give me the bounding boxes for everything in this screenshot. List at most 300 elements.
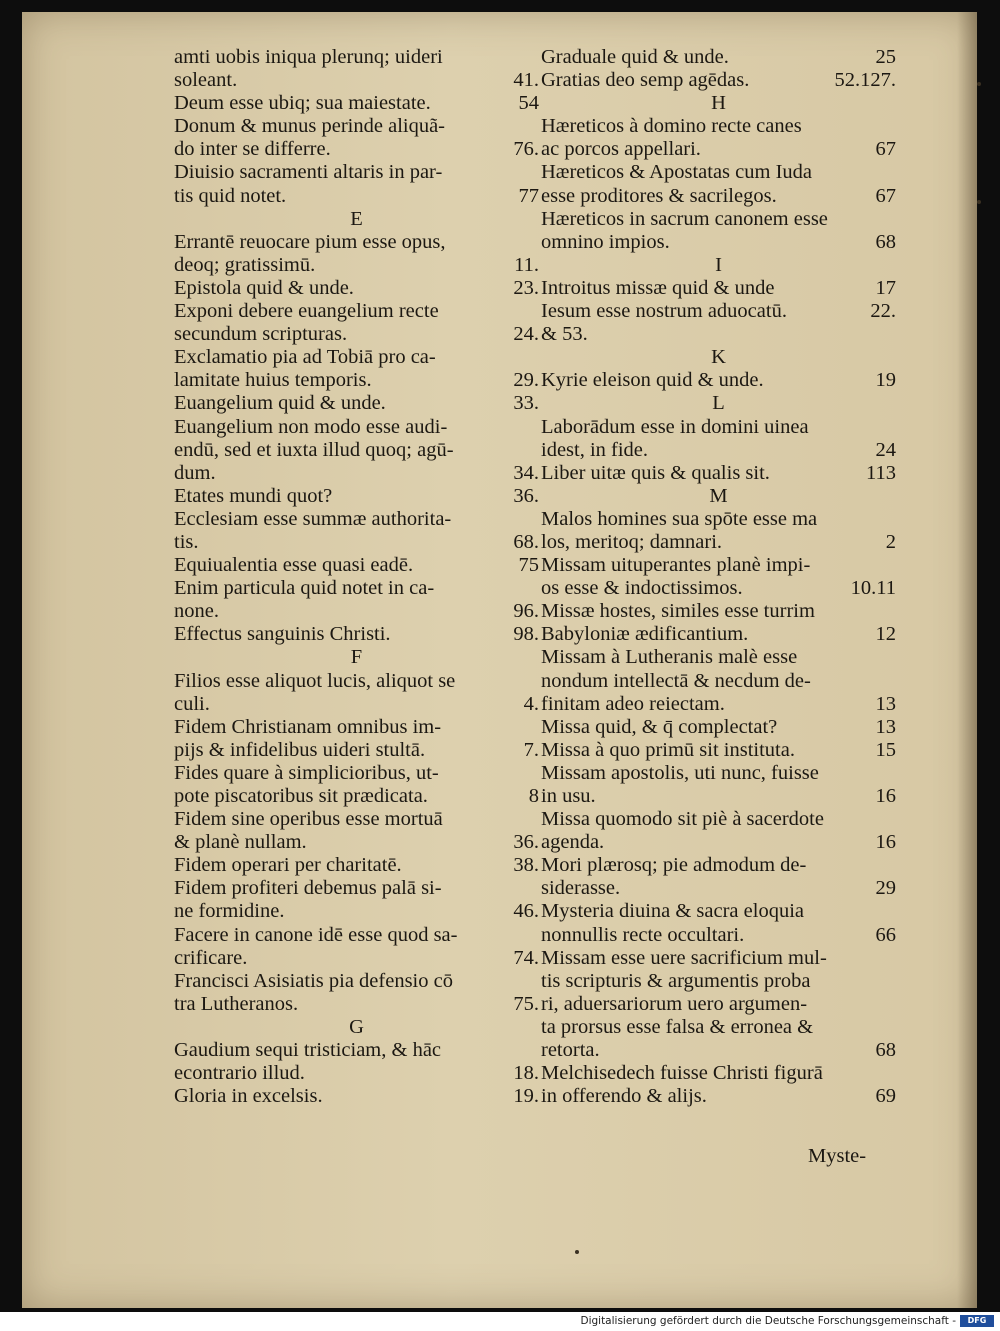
index-entry — [541, 854, 896, 900]
index-entry — [541, 161, 896, 207]
entry-text: los, meritoq; damnari. — [541, 530, 723, 553]
entry-text: siderasse. — [541, 877, 621, 900]
index-entry — [541, 416, 896, 462]
entry-line — [541, 670, 896, 693]
entry-line — [174, 808, 539, 831]
entry-text: Missam uituperantes planè impi- — [541, 554, 811, 577]
page-reference: 2 — [885, 530, 896, 553]
page-reference: 17 — [875, 276, 896, 299]
index-entry — [541, 208, 896, 254]
page-reference: 7. — [523, 738, 539, 761]
entry-text: agenda. — [541, 831, 605, 854]
entry-text: retorta. — [541, 1039, 600, 1062]
entry-text: tis. — [174, 530, 199, 553]
page-reference: 23. — [513, 276, 539, 299]
dfg-logo: DFG — [960, 1315, 994, 1327]
page-reference: 74. — [513, 946, 539, 969]
entry-line — [174, 92, 539, 115]
margin-mark — [977, 200, 981, 204]
entry-text: Exponi debere euangelium recte — [174, 300, 439, 323]
entry-text: Missa à quo primū sit instituta. — [541, 738, 795, 761]
index-entry — [174, 670, 539, 716]
page-reference: 46. — [513, 900, 539, 923]
page-reference — [533, 115, 539, 138]
entry-line — [541, 1039, 896, 1062]
index-entry — [541, 762, 896, 808]
entry-text: amti uobis iniqua plerunq; uideri — [174, 46, 443, 68]
page-reference: 19. — [513, 1085, 539, 1108]
entry-text: econtrario illud. — [174, 1062, 305, 1085]
page-reference — [890, 993, 896, 1016]
entry-line — [174, 577, 539, 600]
page-reference — [533, 877, 539, 900]
entry-line — [541, 416, 896, 439]
entry-line — [174, 416, 539, 439]
page-reference — [890, 947, 896, 970]
entry-text: Melchisedech fuisse Christi figurā — [541, 1062, 823, 1085]
entry-text: Fidem Christianam omnibus im- — [174, 715, 442, 738]
entry-line — [174, 716, 539, 739]
entry-text: tis scripturis & argumentis proba — [541, 969, 811, 992]
entry-line — [541, 1016, 896, 1039]
entry-line — [541, 854, 896, 877]
page-reference: 67 — [875, 184, 896, 207]
entry-text: in usu. — [541, 785, 596, 807]
entry-line — [541, 531, 896, 554]
page-reference — [533, 670, 539, 693]
entry-text: ne formidine. — [174, 900, 285, 923]
entry-text: Missa quid, & q̄ complectat? — [541, 715, 778, 738]
entry-text: Hæreticos & Apostatas cum Iuda — [541, 161, 813, 184]
entry-line — [174, 924, 539, 947]
page-reference — [533, 1039, 539, 1062]
index-entry — [541, 739, 896, 762]
entry-line — [174, 900, 539, 923]
page-reference — [533, 808, 539, 831]
page-reference: 54 — [518, 92, 539, 115]
page-reference — [890, 808, 896, 831]
page-reference: 77 — [518, 184, 539, 207]
index-entry — [541, 115, 896, 161]
entry-line — [174, 831, 539, 854]
entry-text: finitam adeo reiectam. — [541, 692, 725, 715]
entry-line — [174, 231, 539, 254]
entry-line — [541, 808, 896, 831]
page-reference — [890, 854, 896, 877]
entry-line — [174, 970, 539, 993]
entry-line — [541, 646, 896, 669]
entry-text: Effectus sanguinis Christi. — [174, 623, 391, 646]
page-reference — [533, 924, 539, 947]
page-reference: 13 — [875, 692, 896, 715]
entry-line — [174, 508, 539, 531]
entry-line — [174, 993, 539, 1016]
page-reference — [533, 762, 539, 785]
index-entry — [174, 1039, 539, 1085]
page-reference: 13 — [875, 715, 896, 738]
page-reference: 16 — [875, 831, 896, 854]
entry-line — [174, 785, 539, 808]
index-entry — [541, 277, 896, 300]
entry-text: Deum esse ubiq; sua maiestate. — [174, 92, 431, 115]
entry-line — [174, 1085, 539, 1108]
entry-text: Francisci Asisiatis pia defensio cō — [174, 969, 453, 992]
entry-line — [541, 439, 896, 462]
index-entry — [174, 508, 539, 554]
index-entry — [541, 947, 896, 1062]
entry-line — [541, 369, 896, 392]
entry-line — [174, 1039, 539, 1062]
section-letter: K — [711, 346, 726, 369]
entry-text: Graduale quid & unde. — [541, 46, 729, 68]
page-reference: 19 — [875, 369, 896, 392]
page-reference — [890, 762, 896, 785]
page-reference — [533, 970, 539, 993]
page-reference: 10.11 — [850, 577, 896, 600]
entry-text: none. — [174, 600, 219, 623]
page-reference: 66 — [875, 923, 896, 946]
entry-line — [174, 439, 539, 462]
page-reference: 16 — [875, 785, 896, 807]
entry-text: Gloria in excelsis. — [174, 1085, 323, 1108]
entry-line — [541, 623, 896, 646]
entry-line — [541, 716, 896, 739]
entry-text: crificare. — [174, 946, 248, 969]
entry-text: ta prorsus esse falsa & erronea & — [541, 1015, 814, 1038]
page-reference — [533, 161, 539, 184]
entry-text: idest, in fide. — [541, 438, 649, 461]
entry-text: Ecclesiam esse summæ authorita- — [174, 507, 452, 530]
entry-text: endū, sed et iuxta illud quoq; agū- — [174, 438, 454, 461]
page-reference — [890, 508, 896, 531]
entry-text: Errantē reuocare pium esse opus, — [174, 230, 446, 253]
entry-line — [174, 161, 539, 184]
entry-text: pijs & infidelibus uideri stultā. — [174, 738, 426, 761]
margin-mark — [575, 1250, 579, 1254]
entry-text: Gaudium sequi tristiciam, & hāc — [174, 1039, 442, 1062]
page-reference: 36. — [513, 831, 539, 854]
entry-text: Euangelium non modo esse audi- — [174, 415, 448, 438]
entry-line — [174, 670, 539, 693]
index-entry — [174, 92, 539, 115]
entry-line — [174, 46, 539, 69]
entry-line — [174, 600, 539, 623]
page-reference: 38. — [513, 854, 539, 877]
index-entry — [174, 485, 539, 508]
footer-credit: Digitalisierung gefördert durch die Deutsche Forschungsgemeinschaft - — [580, 1315, 956, 1327]
page-reference: 67 — [875, 138, 896, 161]
entry-line — [174, 346, 539, 369]
entry-text: & planè nullam. — [174, 831, 307, 854]
entry-text: Liber uitæ quis & qualis sit. — [541, 461, 770, 484]
entry-line — [541, 46, 896, 69]
page-reference: 33. — [513, 392, 539, 415]
entry-line — [174, 947, 539, 970]
index-entry — [174, 231, 539, 277]
index-entry — [541, 554, 896, 600]
index-entry — [541, 600, 896, 646]
page-reference — [533, 231, 539, 254]
entry-text: Filios esse aliquot lucis, aliquot se — [174, 669, 456, 692]
entry-text: Equiualentia esse quasi eadē. — [174, 554, 414, 577]
entry-line — [174, 277, 539, 300]
page-reference — [890, 646, 896, 669]
section-letter: L — [712, 392, 725, 415]
page-reference — [890, 900, 896, 923]
page-reference — [890, 161, 896, 184]
index-entry — [541, 46, 896, 69]
page-reference: 25 — [875, 46, 896, 68]
index-entry — [174, 416, 539, 485]
entry-line — [541, 993, 896, 1016]
entry-text: culi. — [174, 692, 210, 715]
index-entry — [541, 369, 896, 392]
entry-text: Facere in canone idē esse quod sa- — [174, 923, 458, 946]
entry-text: Fides quare à simplicioribus, ut- — [174, 761, 439, 784]
index-entry — [174, 161, 539, 207]
index-entry — [541, 646, 896, 715]
entry-line — [541, 300, 896, 323]
entry-line — [174, 531, 539, 554]
page-reference — [890, 416, 896, 439]
entry-line — [174, 762, 539, 785]
entry-line — [174, 138, 539, 161]
page-reference: 34. — [513, 461, 539, 484]
page-reference: 68 — [875, 1039, 896, 1062]
page-reference: 12 — [875, 623, 896, 646]
page-reference — [533, 300, 539, 323]
index-entry — [174, 877, 539, 923]
page-reference: 96. — [513, 600, 539, 623]
entry-text: do inter se differre. — [174, 138, 331, 161]
entry-text: Donum & munus perinde aliquã- — [174, 115, 446, 138]
entry-text: Missam esse uere sacrificium mul- — [541, 946, 827, 969]
entry-text: Kyrie eleison quid & unde. — [541, 369, 764, 392]
page-reference — [890, 970, 896, 993]
index-entry — [174, 808, 539, 854]
page-reference: 75. — [513, 992, 539, 1015]
entry-line — [174, 854, 539, 877]
page-reference — [533, 416, 539, 439]
entry-line — [541, 1062, 896, 1085]
entry-line — [541, 877, 896, 900]
index-entry — [174, 623, 539, 646]
page-reference — [890, 600, 896, 623]
page-reference: 75 — [518, 554, 539, 577]
section-letter: F — [350, 646, 363, 669]
section-letter: I — [715, 253, 722, 276]
page-reference: 41. — [513, 69, 539, 92]
entry-line — [541, 693, 896, 716]
entry-line — [541, 900, 896, 923]
index-entry — [174, 1085, 539, 1108]
entry-text: Iesum esse nostrum aduocatū. — [541, 300, 787, 323]
entry-text: nonnullis recte occultari. — [541, 923, 745, 946]
entry-text: omnino impios. — [541, 230, 670, 253]
entry-line — [541, 785, 896, 808]
entry-line — [174, 369, 539, 392]
entry-line — [174, 1062, 539, 1085]
entry-line — [541, 739, 896, 762]
entry-line — [541, 924, 896, 947]
page-reference: 4. — [523, 692, 539, 715]
page-reference — [890, 323, 896, 346]
entry-line — [174, 254, 539, 277]
page-reference — [533, 46, 539, 69]
entry-line — [541, 323, 896, 346]
entry-text: Babyloniæ ædificantium. — [541, 623, 749, 646]
page-reference — [890, 115, 896, 138]
page-reference — [890, 554, 896, 577]
index-entry — [174, 762, 539, 808]
page-reference: 36. — [513, 484, 539, 507]
entry-text: in offerendo & alijs. — [541, 1085, 707, 1108]
entry-text: Hæreticos in sacrum canonem esse — [541, 207, 828, 230]
entry-text: Laborādum esse in domini uinea — [541, 415, 809, 438]
page-reference — [533, 346, 539, 369]
page-reference: 68 — [875, 230, 896, 253]
entry-text: Hæreticos à domino recte canes — [541, 115, 802, 138]
page-reference: 24 — [875, 438, 896, 461]
entry-text: Introitus missæ quid & unde — [541, 276, 775, 299]
index-entry — [174, 854, 539, 877]
page-reference — [890, 670, 896, 693]
page-reference — [890, 1016, 896, 1039]
index-entry — [174, 924, 539, 970]
index-entry — [174, 392, 539, 415]
entry-text: Enim particula quid notet in ca- — [174, 577, 435, 600]
index-entry — [174, 300, 539, 346]
entry-line — [541, 115, 896, 138]
section-letter: G — [349, 1015, 364, 1038]
page-reference: 29 — [875, 877, 896, 900]
index-entry — [541, 300, 896, 346]
entry-text: nondum intellectā & necdum de- — [541, 669, 811, 692]
index-entry — [174, 716, 539, 762]
page-reference — [890, 1062, 896, 1085]
index-entry — [174, 277, 539, 300]
entry-line — [541, 970, 896, 993]
entry-line — [541, 762, 896, 785]
entry-line — [174, 115, 539, 138]
entry-text: Malos homines sua spōte esse ma — [541, 507, 818, 530]
entry-text: deoq; gratissimū. — [174, 253, 316, 276]
entry-line — [541, 577, 896, 600]
entry-text: Mysteria diuina & sacra eloquia — [541, 900, 804, 923]
entry-line — [541, 600, 896, 623]
entry-text: secundum scripturas. — [174, 323, 348, 346]
entry-text: Fidem profiteri debemus palā si- — [174, 877, 442, 900]
entry-text: Missam à Lutheranis malè esse — [541, 646, 798, 669]
entry-text: Missa quomodo sit piè à sacerdote — [541, 808, 824, 831]
section-letter: E — [350, 207, 363, 230]
index-entry — [541, 900, 896, 946]
page-reference: 113 — [866, 461, 896, 484]
index-entry — [174, 46, 539, 92]
entry-text: Epistola quid & unde. — [174, 276, 354, 299]
entry-text: tra Lutheranos. — [174, 992, 299, 1015]
entry-line — [174, 693, 539, 716]
entry-line — [541, 947, 896, 970]
entry-line — [541, 69, 896, 92]
entry-text: Euangelium quid & unde. — [174, 392, 386, 415]
entry-line — [174, 623, 539, 646]
page-reference — [890, 208, 896, 231]
index-entry — [541, 1062, 896, 1108]
entry-text: Diuisio sacramenti altaris in par- — [174, 161, 443, 184]
index-entry — [541, 808, 896, 854]
entry-text: dum. — [174, 461, 216, 484]
index-column-right — [541, 46, 896, 1108]
entry-text: Gratias deo semp agēdas. — [541, 69, 750, 92]
entry-line — [174, 485, 539, 508]
entry-text: Etates mundi quot? — [174, 484, 333, 507]
entry-line — [541, 554, 896, 577]
page-reference: 8 — [528, 785, 539, 807]
entry-line — [541, 508, 896, 531]
entry-text: pote piscatoribus sit prædicata. — [174, 785, 428, 807]
page-reference: 15 — [875, 738, 896, 761]
page-reference: 24. — [513, 323, 539, 346]
page-reference: 18. — [513, 1062, 539, 1085]
page-reference: 29. — [513, 369, 539, 392]
index-entry — [174, 346, 539, 392]
entry-line — [541, 231, 896, 254]
entry-text: esse proditores & sacrilegos. — [541, 184, 777, 207]
footer-bar — [0, 1312, 1000, 1331]
entry-text: Missam apostolis, uti nunc, fuisse — [541, 761, 819, 784]
index-entry — [541, 508, 896, 554]
page-reference: 22. — [870, 300, 896, 323]
entry-line — [541, 831, 896, 854]
entry-text: tis quid notet. — [174, 184, 287, 207]
entry-line — [541, 185, 896, 208]
entry-text: lamitate huius temporis. — [174, 369, 372, 392]
entry-line — [541, 277, 896, 300]
index-entry — [174, 970, 539, 1016]
entry-line — [174, 300, 539, 323]
index-entry — [174, 115, 539, 161]
index-entry — [541, 462, 896, 485]
entry-line — [541, 1085, 896, 1108]
page-reference — [533, 439, 539, 462]
entry-line — [174, 323, 539, 346]
entry-line — [174, 739, 539, 762]
page-reference: 98. — [513, 623, 539, 646]
entry-line — [174, 185, 539, 208]
page-reference: 11. — [514, 253, 539, 276]
page-reference: 76. — [513, 138, 539, 161]
entry-line — [174, 877, 539, 900]
page-reference: 68. — [513, 530, 539, 553]
section-letter: H — [711, 92, 726, 115]
entry-line — [174, 554, 539, 577]
entry-text: Fidem sine operibus esse mortuā — [174, 808, 443, 831]
entry-text: & 53. — [541, 323, 588, 346]
section-letter: M — [709, 484, 728, 507]
page-reference: 69 — [875, 1085, 896, 1108]
page-reference — [533, 716, 539, 739]
entry-text: Mori plærosq; pie admodum de- — [541, 854, 807, 877]
index-entry — [541, 716, 896, 739]
index-entry — [541, 69, 896, 92]
entry-line — [174, 462, 539, 485]
margin-mark — [977, 82, 981, 86]
index-entry — [174, 554, 539, 577]
entry-line — [174, 69, 539, 92]
index-entry — [174, 577, 539, 623]
entry-text: os esse & indoctissimos. — [541, 577, 743, 600]
